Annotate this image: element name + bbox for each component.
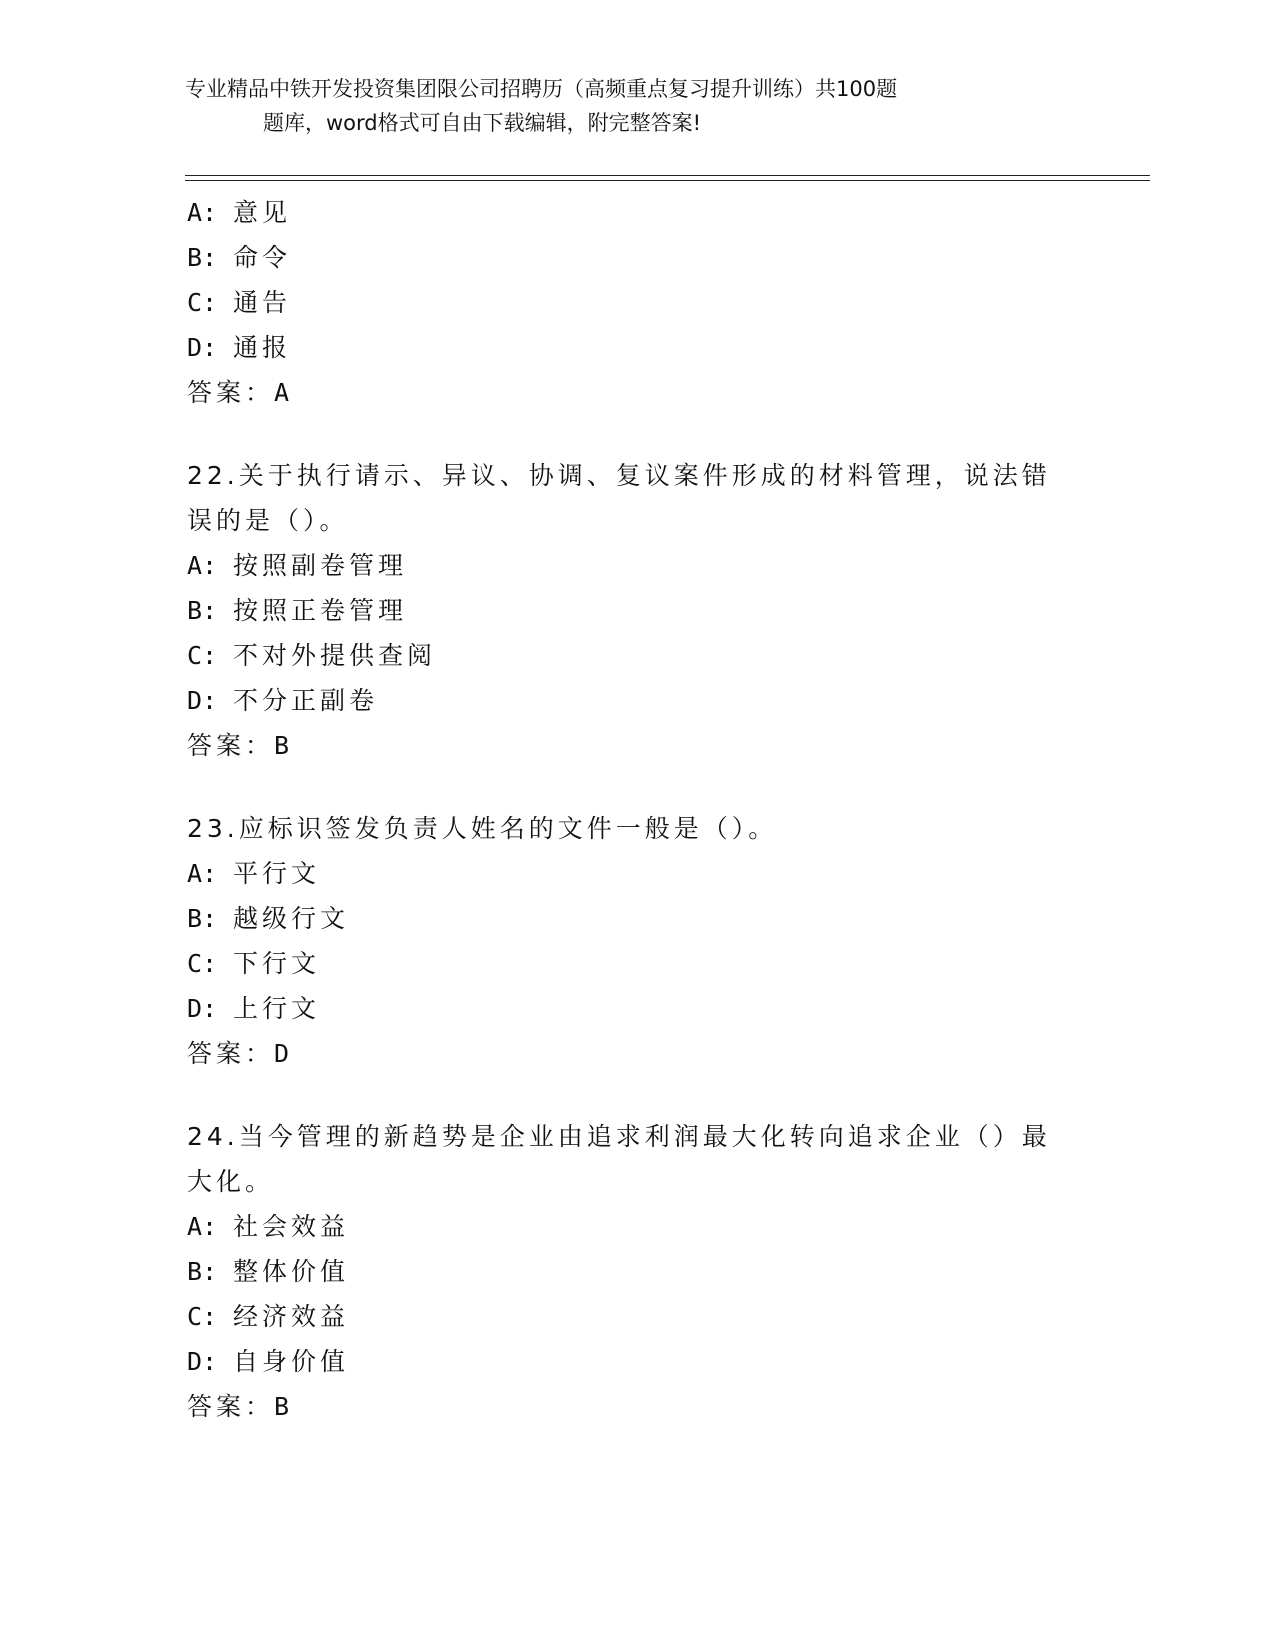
option-d: D: 通报 [187, 333, 292, 362]
question-23 [187, 806, 1087, 1076]
question-text: 24.当今管理的新趋势是企业由追求利润最大化转向追求企业（）最大化。 [187, 1122, 1051, 1196]
answer-line: 答案：B [187, 731, 290, 760]
option-a: A: 意见 [187, 198, 292, 227]
option-a: A: 平行文 [187, 859, 321, 888]
header-line-2: 题库，word格式可自由下载编辑，附完整答案! [263, 111, 702, 135]
option-d: D: 上行文 [187, 994, 321, 1023]
header-line-1: 专业精品中铁开发投资集团限公司招聘历（高频重点复习提升训练）共100题 [185, 77, 898, 101]
option-a: A: 社会效益 [187, 1212, 350, 1241]
question-text: 23.应标识签发负责人姓名的文件一般是（）。 [187, 814, 778, 843]
header-divider-top [185, 175, 1150, 176]
answer-line: 答案：D [187, 1039, 290, 1068]
option-c: C: 经济效益 [187, 1302, 350, 1331]
question-list [187, 190, 1087, 1429]
option-b: B: 命令 [187, 243, 292, 272]
option-d: D: 不分正副卷 [187, 686, 379, 715]
option-c: C: 下行文 [187, 949, 321, 978]
question-21-fragment [187, 190, 1087, 415]
answer-line: 答案：A [187, 378, 290, 407]
option-c: C: 不对外提供查阅 [187, 641, 437, 670]
option-d: D: 自身价值 [187, 1347, 350, 1376]
option-b: B: 按照正卷管理 [187, 596, 408, 625]
option-a: A: 按照副卷管理 [187, 551, 408, 580]
option-b: B: 越级行文 [187, 904, 350, 933]
option-c: C: 通告 [187, 288, 292, 317]
question-text: 22.关于执行请示、异议、协调、复议案件形成的材料管理，说法错误的是（）。 [187, 461, 1051, 535]
question-22 [187, 453, 1087, 768]
page-header [185, 72, 1065, 140]
option-b: B: 整体价值 [187, 1257, 350, 1286]
answer-line: 答案：B [187, 1392, 290, 1421]
question-24 [187, 1114, 1087, 1429]
header-divider-bottom [185, 180, 1150, 181]
